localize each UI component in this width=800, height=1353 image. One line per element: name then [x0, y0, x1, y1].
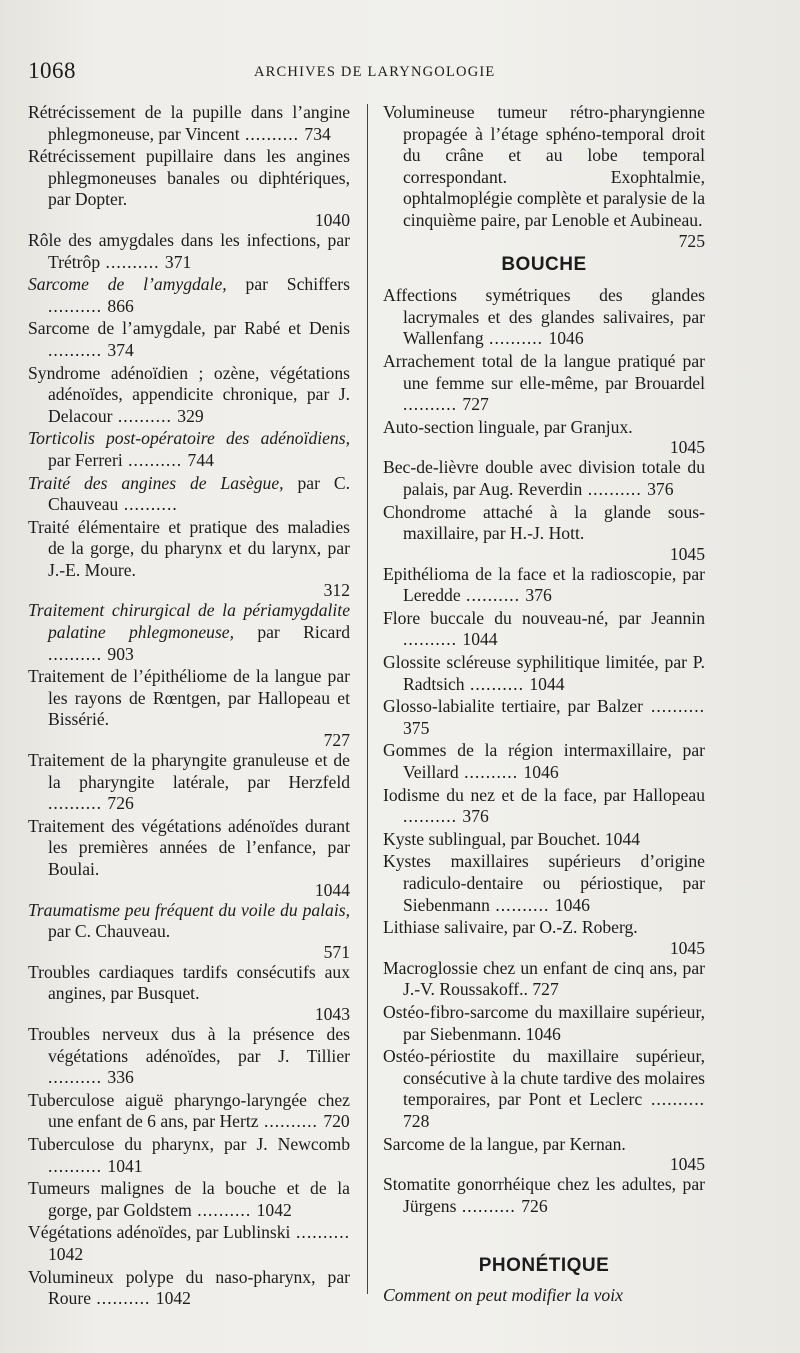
- index-entry: [28, 750, 350, 815]
- entry-page-number: 375: [403, 717, 430, 738]
- entry-title: Auto-section linguale, par Granjux.: [383, 416, 633, 437]
- entry-page-number: 727: [532, 979, 559, 1000]
- entry-title: Rétrécissement de la pupille dans l’angine phlegmoneuse, par Vincent: [28, 102, 350, 144]
- entry-page-number: 1044: [462, 629, 498, 650]
- entry-title: Iodisme du nez et de la face, par Hallopeau: [383, 784, 705, 805]
- index-entry: [28, 600, 350, 665]
- leader-dots: ..........: [239, 123, 305, 144]
- entry-page-number: 1042: [256, 1199, 292, 1220]
- entry-page-number: 725: [678, 230, 705, 251]
- leader-dots: ..........: [403, 806, 463, 827]
- entry-title: Traumatisme peu fréquent du voile du palais,: [28, 899, 350, 920]
- entry-title: Volumineuse tumeur rétro-pharyngienne propagée à l’étage sphéno-temporal droit du crâne et au lobe temporal correspondant. Exophtalmie, ophtalmoplégie complète et paralysie de la cinquième paire, par Lenoble et Aubineau.: [383, 102, 705, 230]
- index-entry: [383, 917, 705, 957]
- entry-page-number: 728: [403, 1110, 430, 1131]
- index-entry: [28, 473, 350, 516]
- index-entry: [383, 1174, 705, 1217]
- leader-dots: ..........: [489, 894, 555, 915]
- index-entry: [383, 285, 705, 350]
- index-entry: [383, 502, 705, 563]
- leader-dots: ..........: [403, 394, 463, 415]
- leader-dots: ..........: [100, 251, 165, 272]
- entry-page-number: 336: [107, 1067, 134, 1088]
- leader-dots: ..........: [464, 673, 530, 694]
- leader-dots: ..........: [483, 328, 549, 349]
- entry-page-number: 374: [107, 339, 134, 360]
- index-entry: [28, 1178, 350, 1221]
- leader-dots: ..........: [582, 478, 648, 499]
- index-entry: [28, 230, 350, 273]
- entry-title: Tumeurs malignes de la bouche et de la gorge, par Goldstem: [28, 1178, 350, 1220]
- entry-title: Torticolis post-opératoire des adénoïdiens,: [28, 428, 350, 449]
- entry-page-number: 1041: [107, 1155, 143, 1176]
- leader-dots: ..........: [456, 1195, 522, 1216]
- leader-dots: ..........: [122, 449, 188, 470]
- right-column-continued-entries: [383, 102, 705, 250]
- entry-author: par Schiffers: [245, 274, 351, 295]
- entry-page-number: 1046: [525, 1023, 561, 1044]
- index-entry: [28, 517, 350, 600]
- entry-title: Tuberculose du pharynx, par J. Newcomb: [28, 1133, 350, 1154]
- leader-dots: ..........: [642, 696, 705, 717]
- index-entry: [28, 1222, 350, 1265]
- entry-page-number: 1044: [529, 673, 565, 694]
- entry-title: Epithélioma de la face et la radioscopie, par Leredde: [383, 563, 705, 606]
- leader-dots: ..........: [258, 1111, 324, 1132]
- entry-title: Rôle des amygdales dans les infections, par Trétrôp: [28, 229, 350, 272]
- leader-dots: ..........: [48, 1155, 108, 1176]
- index-entry: [28, 1134, 350, 1177]
- index-entry: [28, 962, 350, 1023]
- index-entry: [383, 829, 705, 851]
- index-entry: [28, 102, 350, 145]
- phonetique-continuation: Comment on peut modifier la voix: [383, 1284, 623, 1305]
- entry-title: Traité des angines de Lasègue,: [28, 472, 284, 493]
- entry-title: Traitement de l’épithéliome de la langue par les rayons de Rœntgen, par Hallopeau et Bissérié.: [28, 666, 350, 730]
- entry-page-number: 1046: [523, 762, 559, 783]
- leader-dots: ..........: [91, 1288, 156, 1309]
- index-entry: [28, 666, 350, 749]
- entry-title: Kyste sublingual, par Bouchet.: [383, 828, 601, 849]
- entry-page-number: 1040: [314, 209, 350, 230]
- entry-page-number: 1043: [314, 1003, 350, 1024]
- entry-page-number: 727: [323, 730, 350, 751]
- entry-title: Arrachement total de la langue pratiqué par une femme sur elle-même, par Brouardel: [383, 350, 705, 393]
- leader-dots: ..........: [48, 1067, 108, 1088]
- entry-page-number: 1046: [548, 328, 584, 349]
- leader-dots: ..........: [191, 1199, 257, 1220]
- entry-title: Kystes maxillaires supérieurs d’origine radiculo-dentaire ou périostique, par Siebenmann: [383, 851, 705, 915]
- entry-title: Lithiase salivaire, par O.-Z. Roberg.: [383, 917, 638, 938]
- entry-title: Traitement de la pharyngite granuleuse et de la pharyngite latérale, par Herzfeld: [28, 750, 350, 792]
- entry-author: par C. Chauveau.: [48, 921, 171, 942]
- left-column: [28, 102, 350, 1311]
- index-entry: [28, 428, 350, 471]
- entry-title: Syndrome adénoïdien ; ozène, végétations adénoïdes, appendicite chronique, par J. Delacour: [28, 362, 350, 426]
- index-entry: [28, 900, 350, 961]
- index-entry: [383, 1046, 705, 1132]
- leader-dots: ..........: [460, 585, 526, 606]
- entry-title: Sarcome de l’amygdale,: [28, 274, 227, 295]
- index-entry: [383, 102, 705, 250]
- section-heading-phonetique: PHONÉTIQUE: [478, 1255, 610, 1277]
- entry-title: Affections symétriques des glandes lacrymales et des glandes salivaires, par Wallenfang: [383, 285, 705, 349]
- entry-page-number: 571: [323, 941, 350, 962]
- index-entry: [28, 816, 350, 899]
- entry-page-number: 1045: [669, 1154, 705, 1175]
- entry-page-number: 1045: [669, 937, 705, 958]
- entry-title: Sarcome de l’amygdale, par Rabé et Denis: [28, 318, 350, 339]
- entry-author: par Ferreri: [48, 449, 123, 470]
- entry-page-number: 866: [107, 295, 134, 316]
- leader-dots: ..........: [48, 643, 108, 664]
- entry-title: Rétrécissement pupillaire dans les angines phlegmoneuses banales ou diphtériques, par Dopter.: [28, 146, 350, 210]
- entry-title: Stomatite gonorrhéique chez les adultes, par Jürgens: [383, 1174, 705, 1216]
- entry-title: Flore buccale du nouveau-né, par Jeannin: [383, 607, 705, 628]
- entry-title: Ostéo-périostite du maxillaire supérieur, consécutive à la chute tardive des molaires temporaires, par Pont et Leclerc: [383, 1046, 705, 1110]
- entry-author: par C. Chauveau: [48, 472, 351, 515]
- leader-dots: ..........: [48, 339, 108, 360]
- entry-author: par Ricard: [257, 622, 350, 643]
- index-entry: [383, 1002, 705, 1045]
- index-entry: [383, 696, 705, 739]
- index-entry: [383, 457, 705, 500]
- entry-title: Troubles cardiaques tardifs consécutifs aux angines, par Busquet.: [28, 961, 350, 1004]
- entry-page-number: 371: [164, 251, 192, 272]
- entry-title: Gommes de la région intermaxillaire, par Veillard: [383, 740, 705, 783]
- leader-dots: ..........: [48, 793, 108, 814]
- entry-title: Glosso-labialite tertiaire, par Balzer: [383, 696, 643, 717]
- entry-page-number: 1045: [669, 543, 705, 564]
- entry-title: Ostéo-fibro-sarcome du maxillaire supérieur, par Siebenmann.: [383, 1001, 705, 1044]
- right-column: [383, 102, 705, 1307]
- index-entry: [383, 652, 705, 695]
- bouche-entries: [383, 285, 705, 1217]
- entry-page-number: 727: [462, 394, 489, 415]
- entry-title: Sarcome de la langue, par Kernan.: [383, 1133, 626, 1154]
- section-heading-bouche: BOUCHE: [501, 253, 587, 275]
- entry-title: Traitement des végétations adénoïdes durant les premières années de l’enfance, par Boulai.: [28, 815, 350, 879]
- leader-dots: ..........: [458, 762, 524, 783]
- entry-page-number: 1042: [48, 1243, 84, 1264]
- leader-dots: ..........: [290, 1222, 350, 1243]
- entry-page-number: 726: [521, 1195, 548, 1216]
- leader-dots: ..........: [118, 494, 178, 515]
- entry-page-number: 312: [323, 580, 350, 601]
- entry-page-number: 726: [107, 793, 134, 814]
- index-entry: [383, 564, 705, 607]
- entry-title: Traité élémentaire et pratique des maladies de la gorge, du pharynx et du larynx, par J.-E. Moure.: [28, 516, 350, 580]
- entry-page-number: 720: [323, 1111, 350, 1132]
- entry-page-number: 1044: [604, 828, 641, 849]
- index-entry: [383, 1134, 705, 1174]
- entry-title: Macroglossie chez un enfant de cinq ans, par J.-V. Roussakoff..: [383, 957, 705, 1000]
- index-entry: [383, 351, 705, 416]
- entry-title: Glossite scléreuse syphilitique limitée, par P. Radtsich: [383, 652, 705, 694]
- column-divider: [367, 104, 368, 1294]
- entry-title: Volumineux polype du naso-pharynx, par Roure: [28, 1266, 350, 1309]
- entry-page-number: 1044: [314, 879, 350, 900]
- entry-page-number: 376: [462, 806, 489, 827]
- index-entry: [383, 958, 705, 1001]
- leader-dots: ..........: [642, 1089, 705, 1110]
- index-entry: [28, 1024, 350, 1089]
- leader-dots: ..........: [403, 629, 463, 650]
- entry-title: Végétations adénoïdes, par Lublinski: [28, 1222, 291, 1243]
- entry-title: Tuberculose aiguë pharyngo-laryngée chez une enfant de 6 ans, par Hertz: [28, 1089, 350, 1132]
- entry-title: Traitement chirurgical de la périamygdalite palatine phlegmoneuse,: [28, 600, 350, 643]
- entry-page-number: 903: [107, 643, 134, 664]
- entry-page-number: 376: [525, 585, 552, 606]
- entry-page-number: 734: [304, 123, 331, 144]
- entry-page-number: 376: [647, 478, 674, 499]
- leader-dots: ..........: [48, 295, 108, 316]
- entry-page-number: 744: [187, 449, 214, 470]
- index-entry: [28, 1267, 350, 1310]
- index-entry: [28, 274, 350, 317]
- entry-title: Troubles nerveux dus à la présence des végétations adénoïdes, par J. Tillier: [28, 1023, 350, 1066]
- index-entry: [383, 417, 705, 457]
- page-header: [24, 58, 730, 88]
- entry-page-number: 329: [177, 405, 204, 426]
- index-entry: [383, 608, 705, 651]
- index-entry: [28, 318, 350, 361]
- entry-page-number: 1042: [155, 1288, 191, 1309]
- index-entry: [28, 146, 350, 229]
- running-head: ARCHIVES DE LARYNGOLOGIE: [254, 64, 496, 80]
- entry-title: Chondrome attaché à la glande sous-maxillaire, par H.-J. Hott.: [383, 501, 705, 544]
- index-entry: [28, 363, 350, 428]
- index-entry: [28, 1090, 350, 1133]
- index-entry: [383, 740, 705, 783]
- index-entry: [383, 851, 705, 916]
- entry-page-number: 1045: [669, 437, 705, 458]
- page-number: 1068: [28, 58, 76, 83]
- leader-dots: ..........: [112, 405, 178, 426]
- entry-page-number: 1046: [554, 894, 590, 915]
- entry-title: Bec-de-lièvre double avec division totale du palais, par Aug. Reverdin: [383, 457, 705, 499]
- index-entry: [383, 785, 705, 828]
